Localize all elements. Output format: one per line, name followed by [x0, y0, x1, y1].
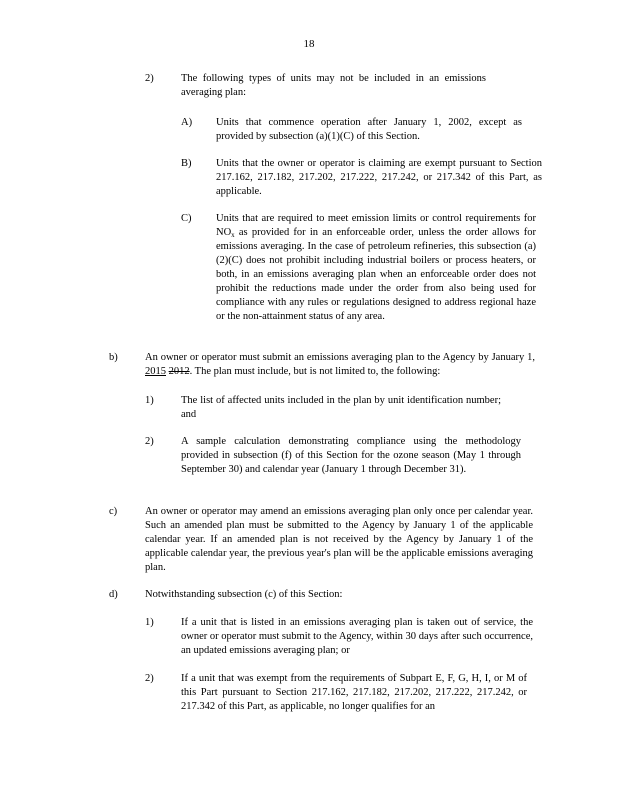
subitem-B-label: B) [181, 158, 192, 169]
subitem-A-label: A) [181, 117, 193, 128]
item-b2-label: 2) [145, 436, 154, 447]
deleted-year: 2012 [168, 366, 190, 377]
inserted-year: 2015 [145, 366, 166, 377]
item-b-text-part2: . The plan must include, but is not limited to, the following: [189, 366, 441, 377]
item-d2-label: 2) [145, 673, 154, 684]
subitem-C-label: C) [181, 213, 192, 224]
subitem-C-text [216, 212, 536, 324]
item-2-text: The following types of units may not be included in an emissions averaging plan: [181, 73, 486, 98]
item-2-label: 2) [145, 73, 154, 84]
item-b-label: b) [109, 352, 118, 363]
item-d1-label: 1) [145, 617, 154, 628]
nox-subscript: x [231, 231, 235, 239]
subitem-A-text: Units that commence operation after January 1, 2002, except as provided by subsection (a)(1)(C) of this Section. [216, 117, 522, 142]
subitem-C-text-part1: Units that are required to meet emission limits or control requirements for NO [216, 213, 536, 238]
subitem-C-text-part2: as provided for in an enforceable order, unless the order allows for emissions averaging. In the case of petroleum refineries, this subsection (a)(2)(C) does not prohibit including industrial boilers or process heaters, or both, in an emissions averaging plan when an enforceable order does not prohibit the reductions made under the order from also being used for compliance with any rules or regulations designed to address regional haze or the non-attainment status of any area. [216, 227, 536, 322]
page-number: 18 [303, 38, 315, 50]
item-b-text [145, 351, 535, 379]
item-b-text-part1: An owner or operator must submit an emissions averaging plan to the Agency by January 1, [145, 352, 535, 363]
item-b2-text: A sample calculation demonstrating compliance using the methodology provided in subsection (f) of this Section for the ozone season (May 1 through September 30) and calendar year (January 1 through December 31). [181, 436, 521, 475]
item-d2-text: If a unit that was exempt from the requirements of Subpart E, F, G, H, I, or M of this Part pursuant to Section 217.162, 217.182, 217.202, 217.222, 217.242, or 217.342 of this Part, as applicable, no longer qualifies for an [181, 673, 527, 712]
item-d-label: d) [109, 589, 118, 600]
subitem-B-text: Units that the owner or operator is claiming are exempt pursuant to Section 217.162, 217.182, 217.202, 217.222, 217.242, or 217.342 of this Part, as applicable. [216, 158, 542, 197]
item-d-text: Notwithstanding subsection (c) of this Section: [145, 589, 343, 600]
item-b1-text: The list of affected units included in the plan by unit identification number; and [181, 395, 501, 420]
item-c-text: An owner or operator may amend an emissions averaging plan only once per calendar year. Such an amended plan must be submitted to the Agency by January 1 of the applicable calendar year. If an amended plan is not received by the Agency by January 1 of the applicable calendar year, the previous year's plan will be the applicable emissions averaging plan. [145, 506, 533, 573]
item-c-label: c) [109, 506, 118, 517]
item-b1-label: 1) [145, 395, 154, 406]
item-d1-text: If a unit that is listed in an emissions averaging plan is taken out of service, the owner or operator must submit to the Agency, within 30 days after such occurrence, an updated emissions averaging plan; or [181, 617, 533, 656]
